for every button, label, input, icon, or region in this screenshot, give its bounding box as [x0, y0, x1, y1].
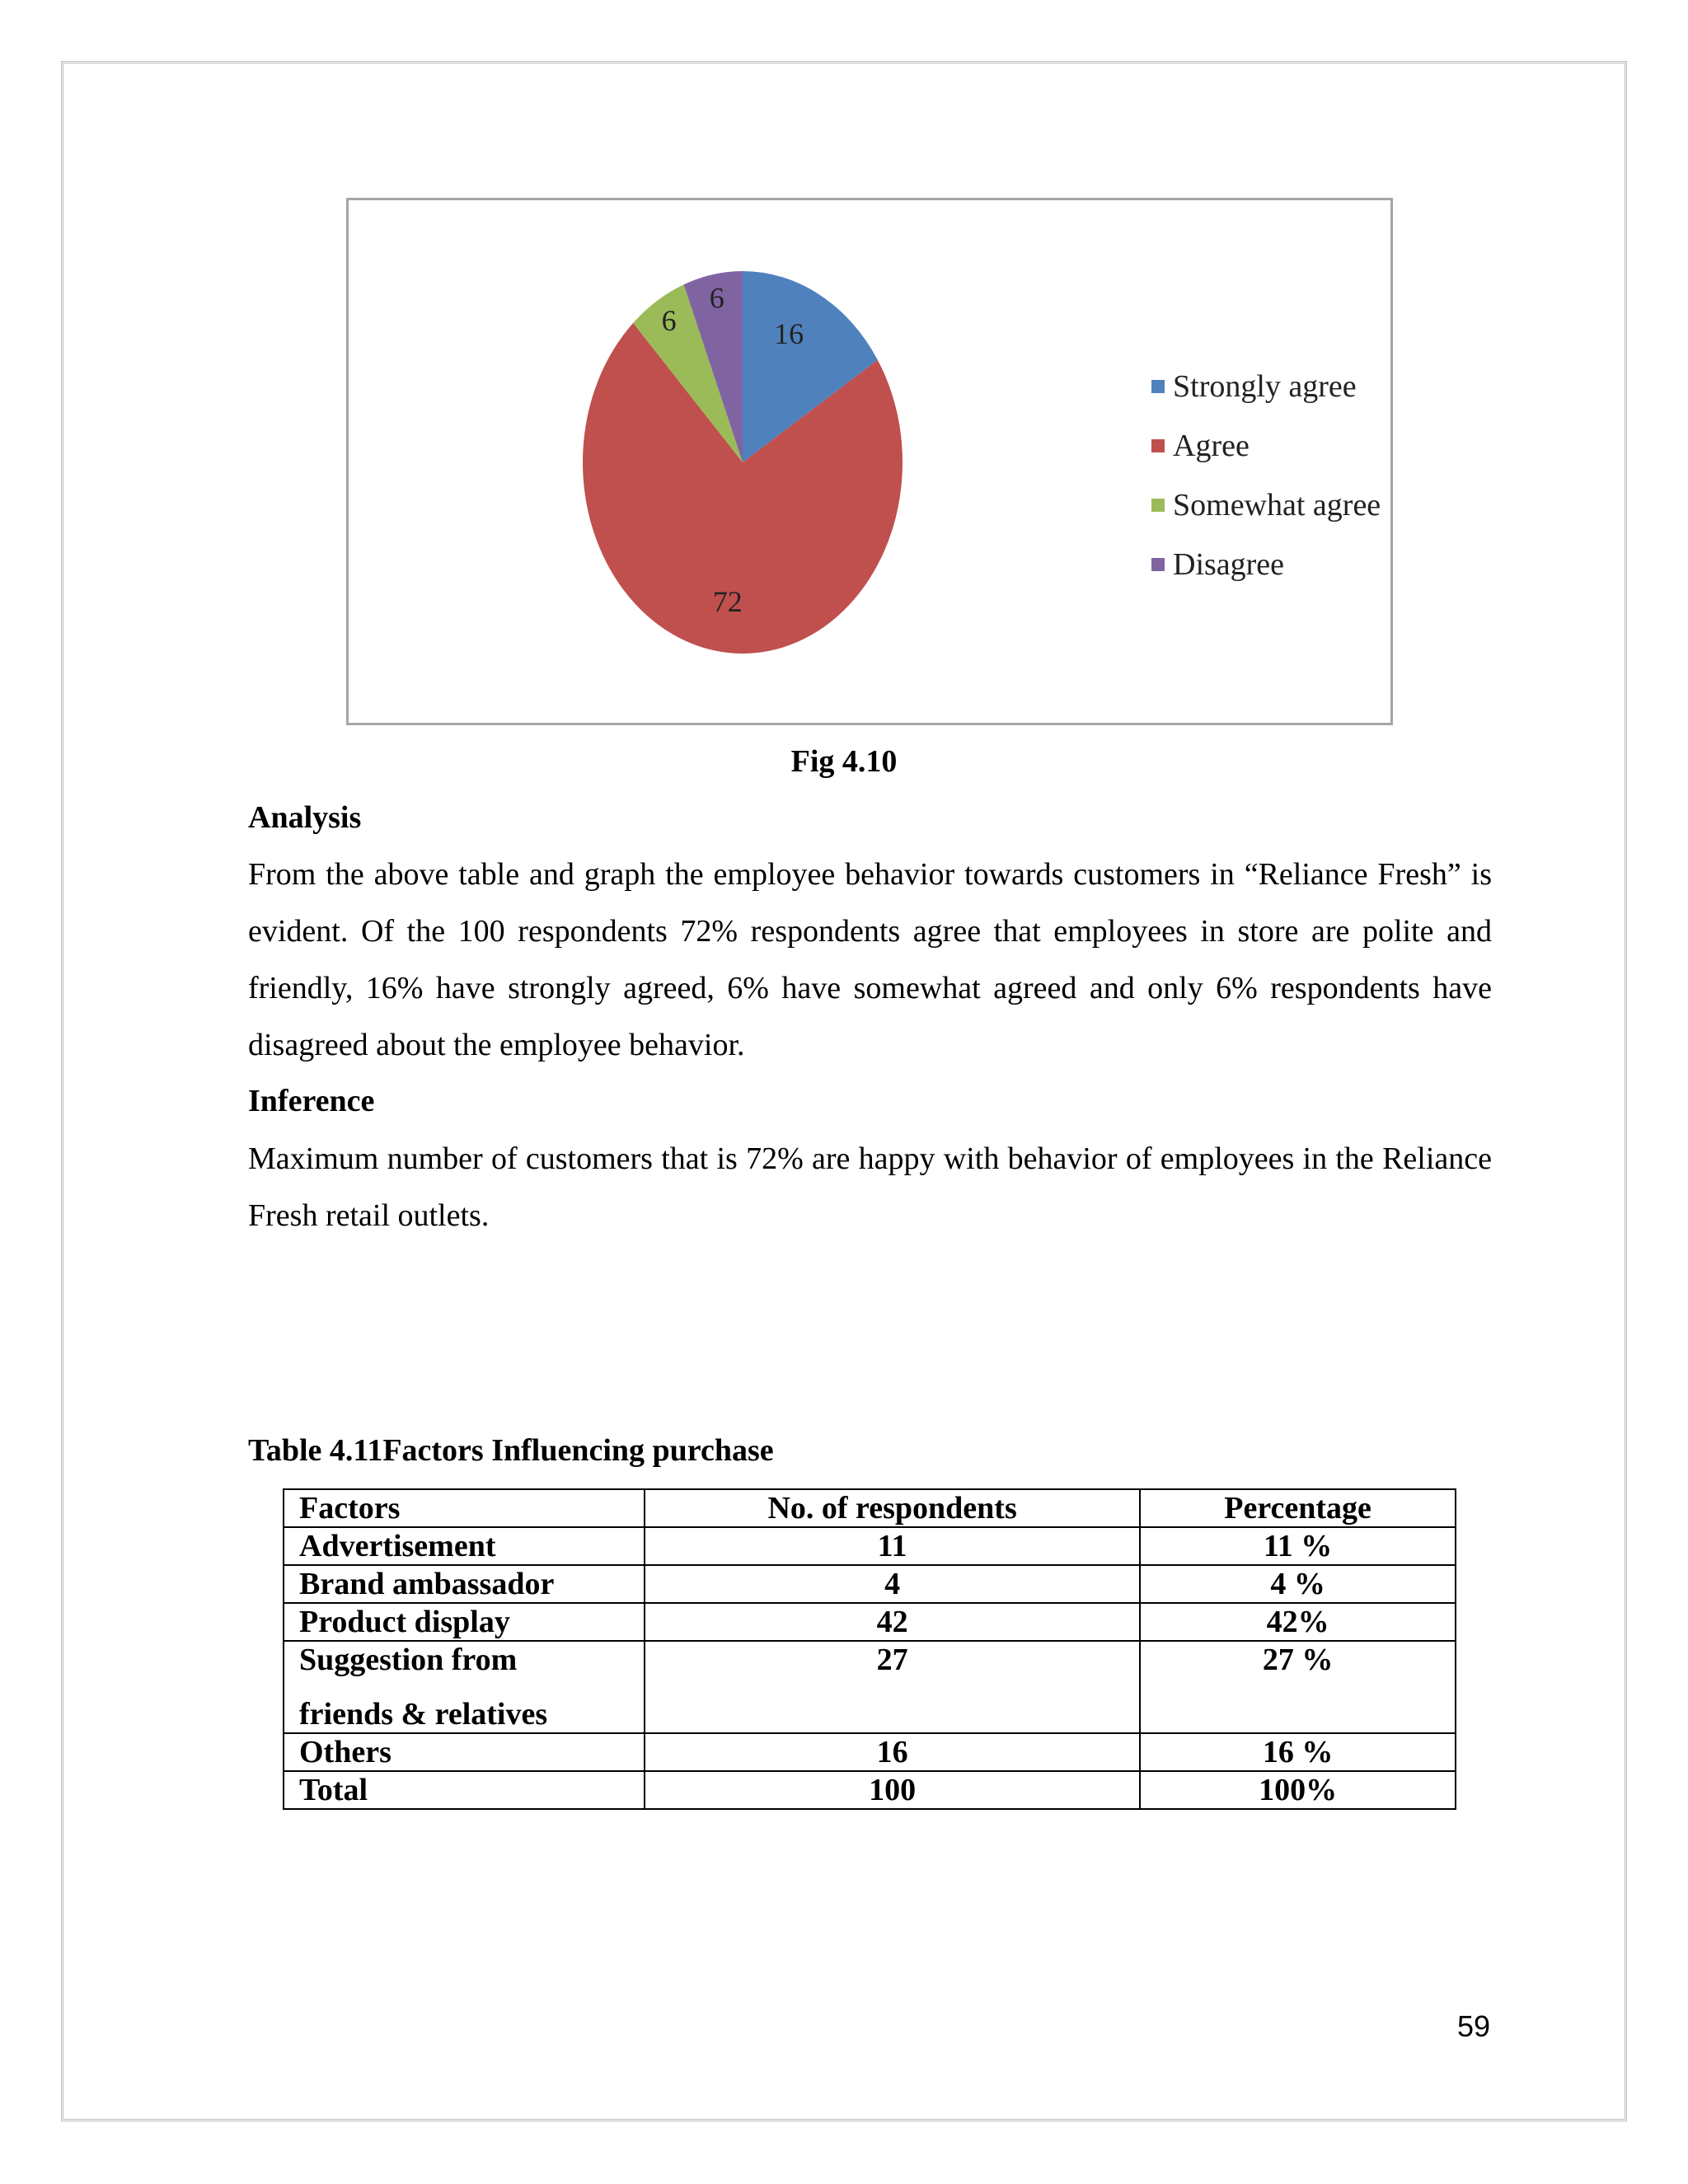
cell-factor-line2: friends & relatives — [299, 1697, 548, 1732]
table-row — [284, 1565, 1456, 1603]
table-header-row — [284, 1489, 1456, 1527]
inference-paragraph: Maximum number of customers that is 72% are happy with behavior of employees in the Reliance Fresh retail outlets. — [248, 1141, 1492, 1233]
cell-factor-line1: Suggestion from — [299, 1643, 518, 1677]
legend-label: Agree — [1173, 429, 1250, 463]
pie-data-label: 72 — [712, 584, 743, 618]
legend-swatch — [1151, 439, 1165, 452]
legend-item-strongly-agree — [1151, 357, 1381, 416]
analysis-heading: Analysis — [248, 800, 362, 835]
legend-label: Strongly agree — [1173, 369, 1357, 404]
legend-swatch — [1151, 380, 1165, 393]
table-row — [284, 1603, 1456, 1641]
table-row — [284, 1733, 1456, 1771]
analysis-paragraph: From the above table and graph the employee behavior towards customers in “Reliance Fresh” is evident. Of the 100 respondents 72% respondents agree that employees in store are polite and friendly, 16% have strongly agreed, 6% have somewhat agreed and only 6% respondents have disagreed about the employee behavior. — [248, 857, 1492, 1062]
pie-data-label: 6 — [709, 281, 724, 315]
page-number: 59 — [1457, 2009, 1491, 2043]
legend-label: Somewhat agree — [1173, 488, 1381, 523]
table-row — [284, 1527, 1456, 1565]
factors-table — [283, 1488, 1456, 1810]
table-row — [284, 1641, 1456, 1733]
legend-swatch — [1151, 558, 1165, 571]
cell-percentage: 16 % — [1140, 1733, 1456, 1771]
cell-percentage: 42% — [1140, 1603, 1456, 1641]
cell-factor: Total — [284, 1771, 645, 1809]
figure-caption: Fig 4.10 — [790, 744, 898, 779]
cell-factor — [284, 1641, 645, 1733]
legend-label: Disagree — [1173, 547, 1285, 582]
table-title: Table 4.11Factors Influencing purchase — [248, 1433, 774, 1468]
cell-percentage: 11 % — [1140, 1527, 1456, 1565]
legend-item-somewhat-agree — [1151, 476, 1381, 535]
legend-item-disagree — [1151, 535, 1381, 594]
inference-heading: Inference — [248, 1084, 375, 1118]
legend-item-agree — [1151, 416, 1381, 476]
cell-count: 16 — [645, 1733, 1140, 1771]
cell-count: 27 — [645, 1641, 1140, 1733]
cell-factor: Others — [284, 1733, 645, 1771]
pie-data-label: 6 — [661, 303, 677, 337]
cell-count: 4 — [645, 1565, 1140, 1603]
cell-percentage: 100% — [1140, 1771, 1456, 1809]
table-row — [284, 1771, 1456, 1809]
pie-data-label: 16 — [774, 316, 804, 350]
legend-swatch — [1151, 499, 1165, 512]
header-percentage: Percentage — [1140, 1489, 1456, 1527]
cell-factor: Advertisement — [284, 1527, 645, 1565]
cell-percentage: 27 % — [1140, 1641, 1456, 1733]
cell-count: 42 — [645, 1603, 1140, 1641]
cell-factor: Product display — [284, 1603, 645, 1641]
header-factors: Factors — [284, 1489, 645, 1527]
chart-legend — [1151, 357, 1381, 594]
cell-count: 100 — [645, 1771, 1140, 1809]
cell-count: 11 — [645, 1527, 1140, 1565]
cell-factor: Brand ambassador — [284, 1565, 645, 1603]
cell-percentage: 4 % — [1140, 1565, 1456, 1603]
pie-chart — [346, 198, 1393, 725]
header-respondents: No. of respondents — [645, 1489, 1140, 1527]
